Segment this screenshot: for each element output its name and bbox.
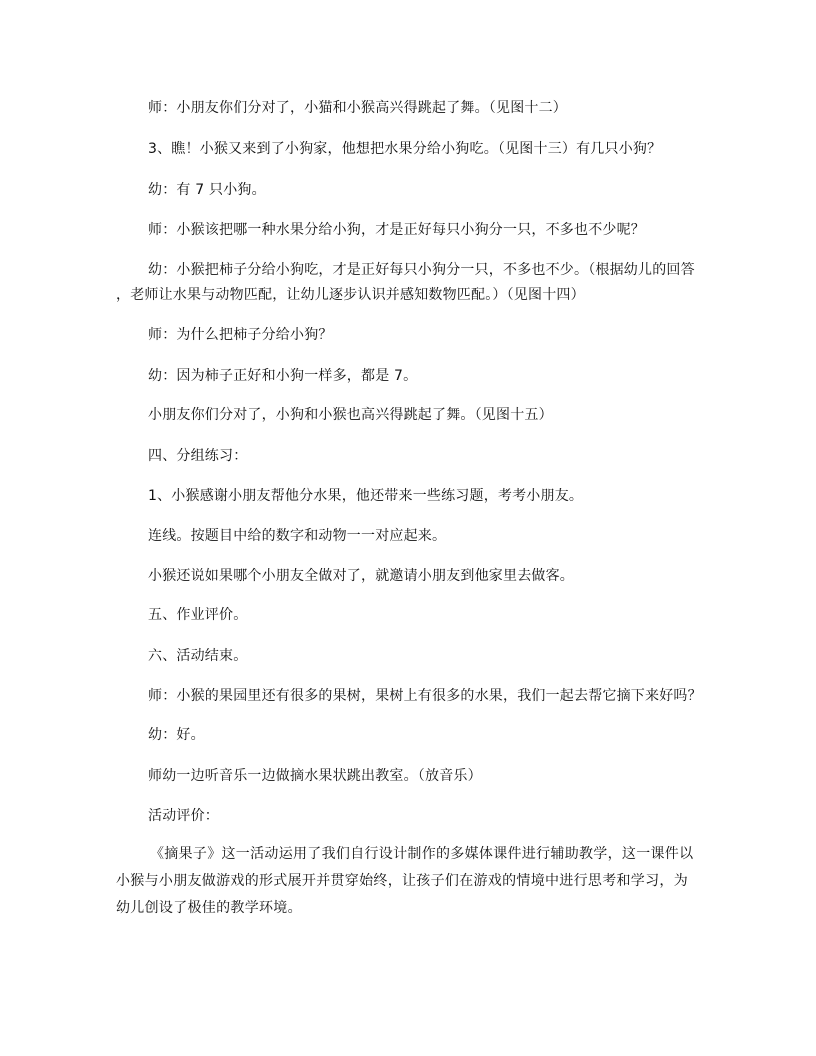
text-line-6: ，老师让水果与动物匹配，让幼儿逐步认识并感知数物匹配。）（见图十四） <box>116 287 585 303</box>
section-heading-6: 六、活动结束。 <box>148 648 248 664</box>
text-line-4: 师：小猴该把哪一种水果分给小狗，才是正好每只小狗分一只，不多也不少呢？ <box>148 222 645 238</box>
text-line-13: 小猴还说如果哪个小朋友全做对了，就邀请小朋友到他家里去做客。 <box>148 568 574 584</box>
text-line-9: 小朋友你们分对了，小狗和小猴也高兴得跳起了舞。（见图十五） <box>148 407 553 423</box>
text-line-7: 师：为什么把柿子分给小狗？ <box>148 327 333 343</box>
text-line-17: 幼：好。 <box>148 727 205 743</box>
evaluation-heading: 活动评价： <box>148 808 219 824</box>
text-line-11: 1、小猴感谢小朋友帮他分水果，他还带来一些练习题，考考小朋友。 <box>148 488 584 504</box>
closing-paragraph: 《摘果子》这一活动运用了我们自行设计制作的多媒体课件进行辅助教学，这一课件以小猴与小朋友做游戏的形式展开并贯穿始终，让孩子们在游戏的情境中进行思考和学习，为幼儿创设了极佳的教学环境。 <box>116 846 694 916</box>
text-line-1: 师：小朋友你们分对了，小猫和小猴高兴得跳起了舞。（见图十二） <box>148 100 567 116</box>
text-line-3: 幼：有 7 只小狗。 <box>148 182 266 198</box>
text-line-8: 幼：因为柿子正好和小狗一样多，都是 7。 <box>148 368 418 384</box>
text-line-16: 师：小猴的果园里还有很多的果树，果树上有很多的水果，我们一起去帮它摘下来好吗？ <box>148 688 702 704</box>
section-heading-5: 五、作业评价。 <box>148 607 248 623</box>
text-line-12: 连线。按题目中给的数字和动物一一对应起来。 <box>148 528 447 544</box>
text-line-2: 3、瞧！小猴又来到了小狗家，他想把水果分给小狗吃。（见图十三）有几只小狗？ <box>148 141 662 157</box>
section-heading-4: 四、分组练习： <box>148 448 248 464</box>
text-line-5: 幼：小猴把柿子分给小狗吃，才是正好每只小狗分一只，不多也不少。（根据幼儿的回答 <box>148 262 695 278</box>
text-line-18: 师幼一边听音乐一边做摘水果状跳出教室。（放音乐） <box>148 768 482 784</box>
